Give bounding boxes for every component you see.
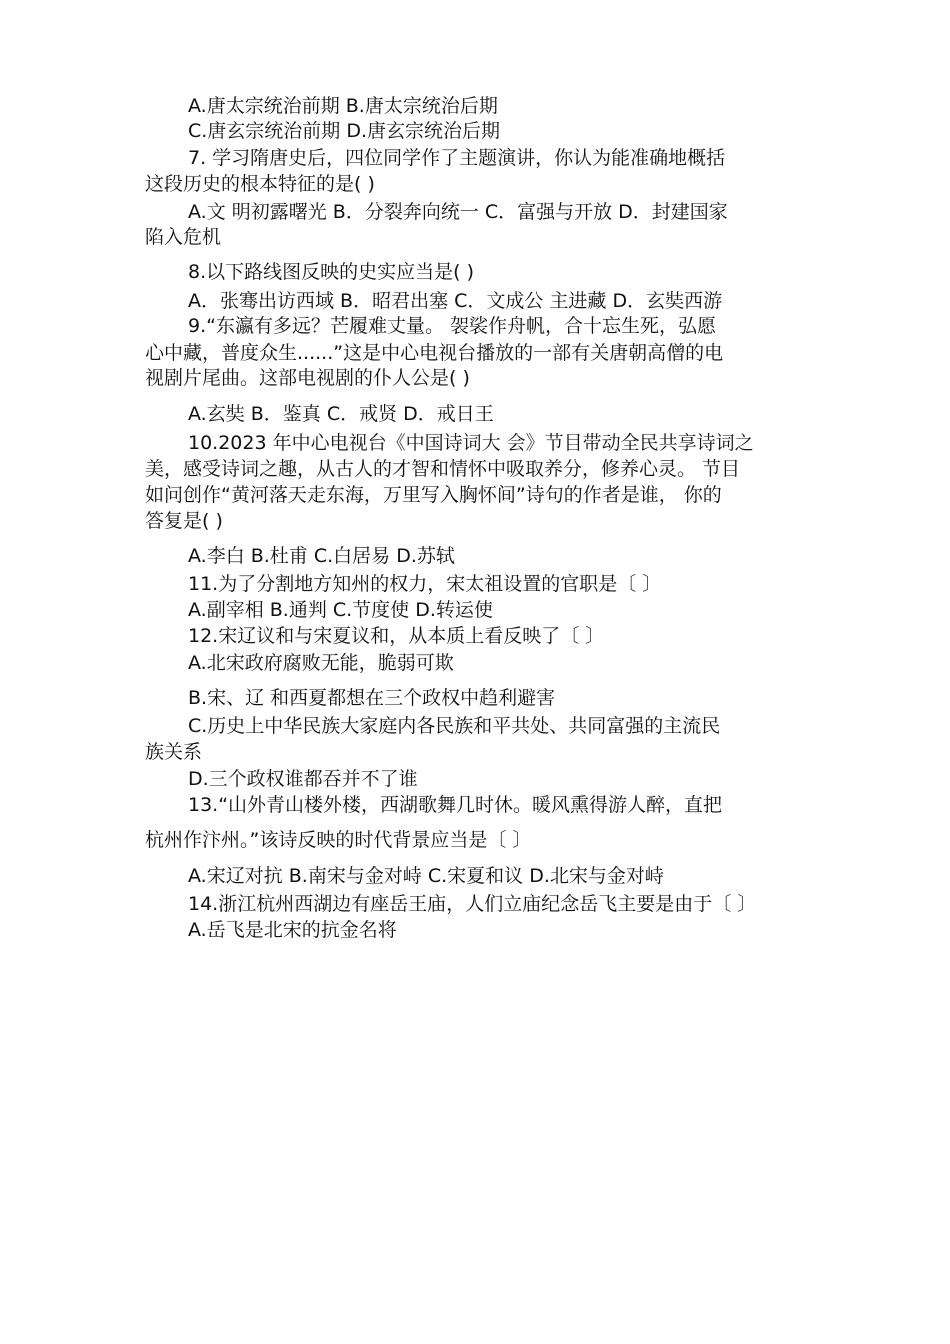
text-line: A.北宋政府腐败无能，脆弱可欺 (188, 652, 454, 674)
text-line: D.三个政权谁都吞并不了谁 (188, 768, 418, 790)
question-13: 13.“山外青山楼外楼，西湖歌舞几时休。暖风熏得游人醉，直把 (188, 794, 723, 816)
text-line: A.唐太宗统治前期 B.唐太宗统治后期 (188, 95, 498, 117)
text-line: 心中藏，普度众生......”这是中心电视台播放的一部有关唐朝高僧的电 (145, 342, 724, 364)
question-14: 14.浙江杭州西湖边有座岳王庙，人们立庙纪念岳飞主要是由于〔 〕 (188, 893, 757, 915)
text-line: 族关系 (145, 741, 203, 763)
text-line: 杭州作汴州。”该诗反映的时代背景应当是〔 〕 (145, 829, 532, 851)
text-line: C.唐玄宗统治前期 D.唐玄宗统治后期 (188, 120, 501, 142)
text-line: A.岳飞是北宋的抗金名将 (188, 919, 397, 941)
text-line: A.李白 B.杜甫 C.白居易 D.苏轼 (188, 545, 455, 567)
text-line: A.副宰相 B.通判 C.节度使 D.转运使 (188, 599, 493, 621)
text-line: A.玄奘 B．鉴真 C．戒贤 D．戒日王 (188, 403, 494, 425)
question-12: 12.宋辽议和与宋夏议和，从本质上看反映了〔 〕 (188, 625, 605, 647)
question-11: 11.为了分割地方知州的权力，宋太祖设置的官职是〔 〕 (188, 573, 662, 595)
text-line: A．张骞出访西域 B．昭君出塞 C．文成公 主进藏 D．玄奘西游 (188, 290, 723, 312)
question-8: 8.以下路线图反映的史实应当是( ) (188, 261, 474, 283)
text-line: 陷入危机 (145, 226, 222, 248)
text-line: 视剧片尾曲。这部电视剧的仆人公是( ) (145, 367, 470, 389)
question-7: 7. 学习隋唐史后，四位同学作了主题演讲，你认为能准确地概括 (188, 147, 726, 169)
text-line: C.历史上中华民族大家庭内各民族和平共处、共同富强的主流民 (188, 715, 721, 737)
text-line: 这段历史的根本特征的是( ) (145, 173, 375, 195)
text-line: 美，感受诗词之趣，从古人的才智和情怀中吸取养分，修养心灵。 节目 (145, 458, 741, 480)
text-line: A.文 明初露曙光 B．分裂奔向统一 C．富强与开放 D．封建国家 (188, 201, 728, 223)
text-line: B.宋、辽 和西夏都想在三个政权中趋利避害 (188, 687, 556, 709)
text-line: 如问创作“黄河落天走东海，万里写入胸怀间”诗句的作者是谁， 你的 (145, 484, 722, 506)
text-line: 答复是( ) (145, 510, 223, 532)
question-10: 10.2023 年中心电视台《中国诗词大 会》节目带动全民共享诗词之 (188, 432, 754, 454)
text-line: A.宋辽对抗 B.南宋与金对峙 C.宋夏和议 D.北宋与金对峙 (188, 865, 664, 887)
question-9: 9.“东瀛有多远？芒履难丈量。 袈裟作舟帆，合十忘生死，弘愿 (188, 315, 717, 337)
